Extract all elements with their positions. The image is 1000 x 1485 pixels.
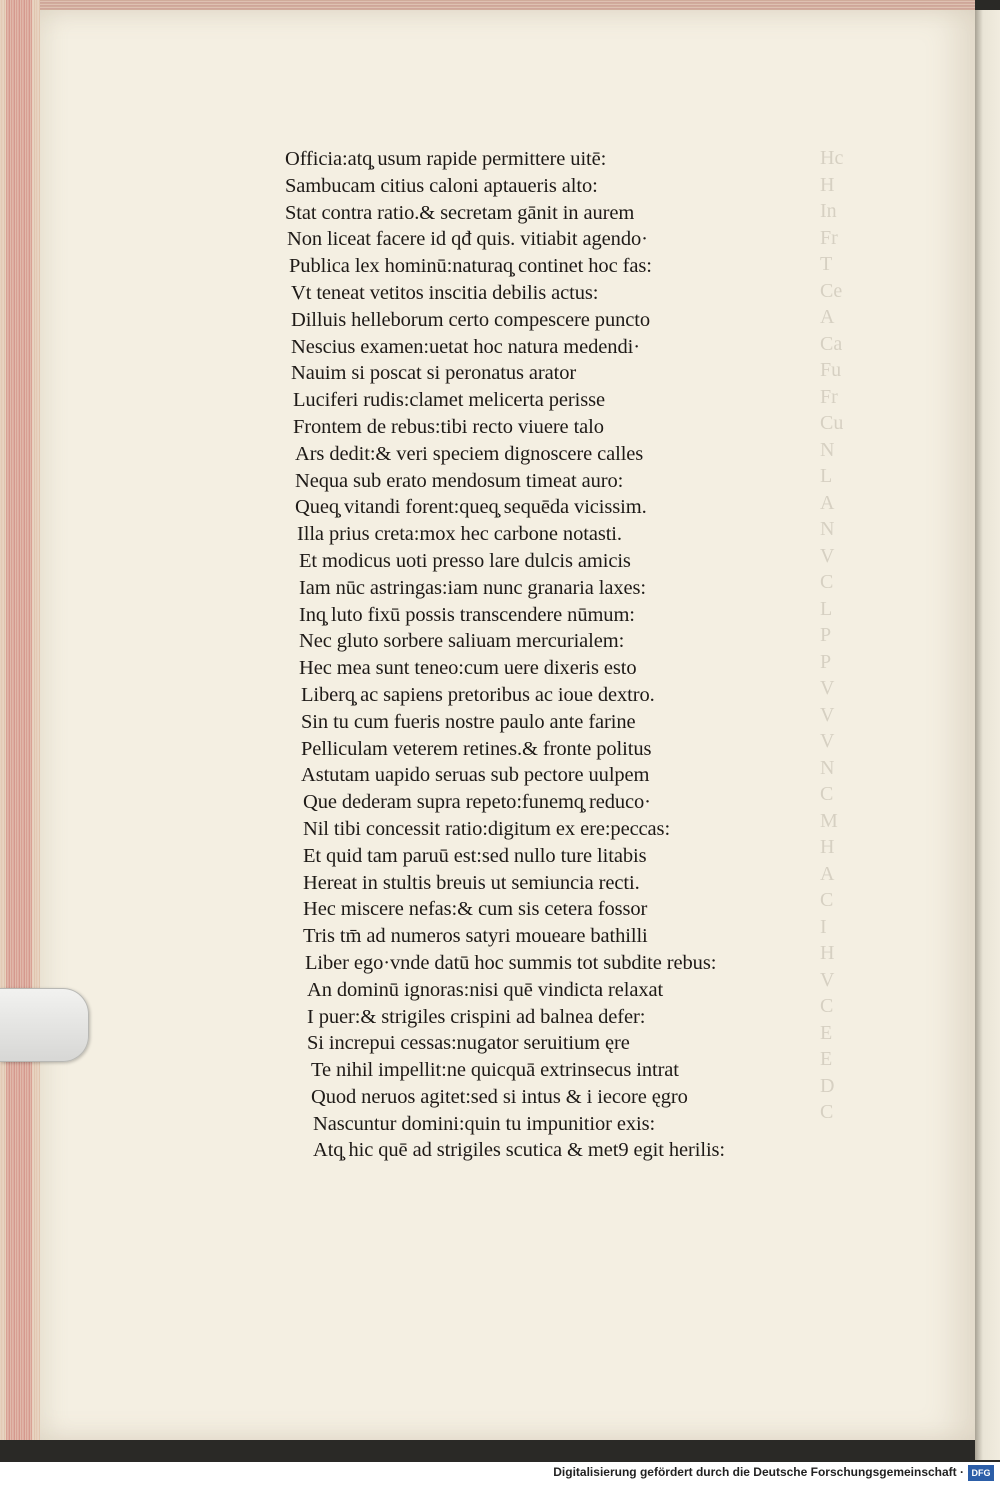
verse-line: Et modicus uoti presso lare dulcis amicis bbox=[299, 549, 631, 572]
scanner-clip bbox=[0, 988, 89, 1062]
verse-line: Publica lex hominū:naturaq̧ continet hoc fas: bbox=[289, 255, 652, 278]
verse-line: An dominū ignoras:nisi quē vindicta relaxat bbox=[307, 978, 664, 1001]
funding-credit: Digitalisierung gefördert durch die Deutsche Forschungsgemeinschaft · bbox=[553, 1465, 964, 1479]
show-through-text: Hc H In Fr T Ce A Ca Fu Fr Cu N L A N V C L P P V V V N C M H A C I H V C E E D C bbox=[820, 147, 844, 1123]
verse-line: Hec miscere nefas:& cum sis cetera fossor bbox=[303, 898, 648, 921]
verse-line: Non liceat facere id qđ quis. vitiabit agendo· bbox=[287, 228, 648, 251]
verse-line: Nescius examen:uetat hoc natura medendi· bbox=[291, 335, 640, 358]
verse-line: Ars dedit:& veri speciem dignoscere calles bbox=[295, 442, 644, 465]
verse-text-block bbox=[285, 146, 845, 1164]
verse-line: Luciferi rudis:clamet melicerta perisse bbox=[293, 389, 605, 412]
verse-line: Inq̧ luto fixū possis transcendere nūmum: bbox=[299, 603, 635, 626]
book-red-edge bbox=[6, 0, 32, 1440]
verse-line: Quod neruos agitet:sed si intus & i iecore ęgro bbox=[311, 1085, 688, 1108]
verse-line: Stat contra ratio.& secretam gānit in aurem bbox=[285, 201, 635, 224]
verse-line: Nec gluto sorbere saliuam mercurialem: bbox=[299, 630, 625, 653]
verse-line: Sin tu cum fueris nostre paulo ante farine bbox=[301, 710, 636, 733]
verse-line: Nequa sub erato mendosum timeat auro: bbox=[295, 469, 624, 492]
verse-line: Astutam uapido seruas sub pectore uulpem bbox=[301, 764, 650, 787]
verse-line: Que dederam supra repeto:funemq̧ reduco· bbox=[303, 791, 651, 814]
verse-line: Atq̧ hic quē ad strigiles scutica & met9 egit herilis: bbox=[313, 1139, 726, 1162]
verse-line: I puer:& strigiles crispini ad balnea defer: bbox=[307, 1005, 646, 1028]
facing-page-edge bbox=[975, 10, 1000, 1460]
verse-line: Nauim si poscat si peronatus arator bbox=[291, 362, 577, 385]
verse-line: Frontem de rebus:tibi recto viuere talo bbox=[293, 415, 604, 438]
verse-line: Tris tm̄ ad numeros satyri moueare bathilli bbox=[303, 925, 648, 948]
verse-line: Si increpui cessas:nugator seruitium ęre bbox=[307, 1032, 630, 1055]
verse-line: Nascuntur domini:quin tu impunitior exis: bbox=[313, 1112, 656, 1135]
verse-line: Te nihil impellit:ne quicquā extrinsecus intrat bbox=[311, 1059, 679, 1082]
verse-line: Illa prius creta:mox hec carbone notasti. bbox=[297, 523, 622, 546]
verse-line: Iam nūc astringas:iam nunc granaria laxes: bbox=[299, 576, 647, 599]
verse-line: Vt teneat vetitos inscitia debilis actus: bbox=[291, 281, 599, 304]
verse-line: Hereat in stultis breuis ut semiuncia recti. bbox=[303, 871, 640, 894]
dfg-logo: DFG bbox=[968, 1465, 994, 1481]
verse-line: Sambucam citius caloni aptaueris alto: bbox=[285, 174, 598, 197]
verse-line: Liberq̧ ac sapiens pretoribus ac ioue dextro. bbox=[301, 683, 655, 706]
verse-line: Nil tibi concessit ratio:digitum ex ere:peccas: bbox=[303, 817, 671, 840]
verse-line: Queq̧ vitandi forent:queq̧ sequēda vicissim. bbox=[295, 496, 647, 519]
verse-line: Hec mea sunt teneo:cum uere dixeris esto bbox=[299, 657, 637, 680]
verse-line: Liber ego·vnde datū hoc summis tot subdite rebus: bbox=[305, 951, 717, 974]
verse-line: Et quid tam paruū est:sed nullo ture litabis bbox=[303, 844, 647, 867]
verse-line: Pelliculam veterem retines.& fronte politus bbox=[301, 737, 652, 760]
verse-line: Officia:atq̧ usum rapide permittere uitē: bbox=[285, 148, 607, 170]
verse-line: Dilluis helleborum certo compescere puncto bbox=[291, 308, 650, 331]
